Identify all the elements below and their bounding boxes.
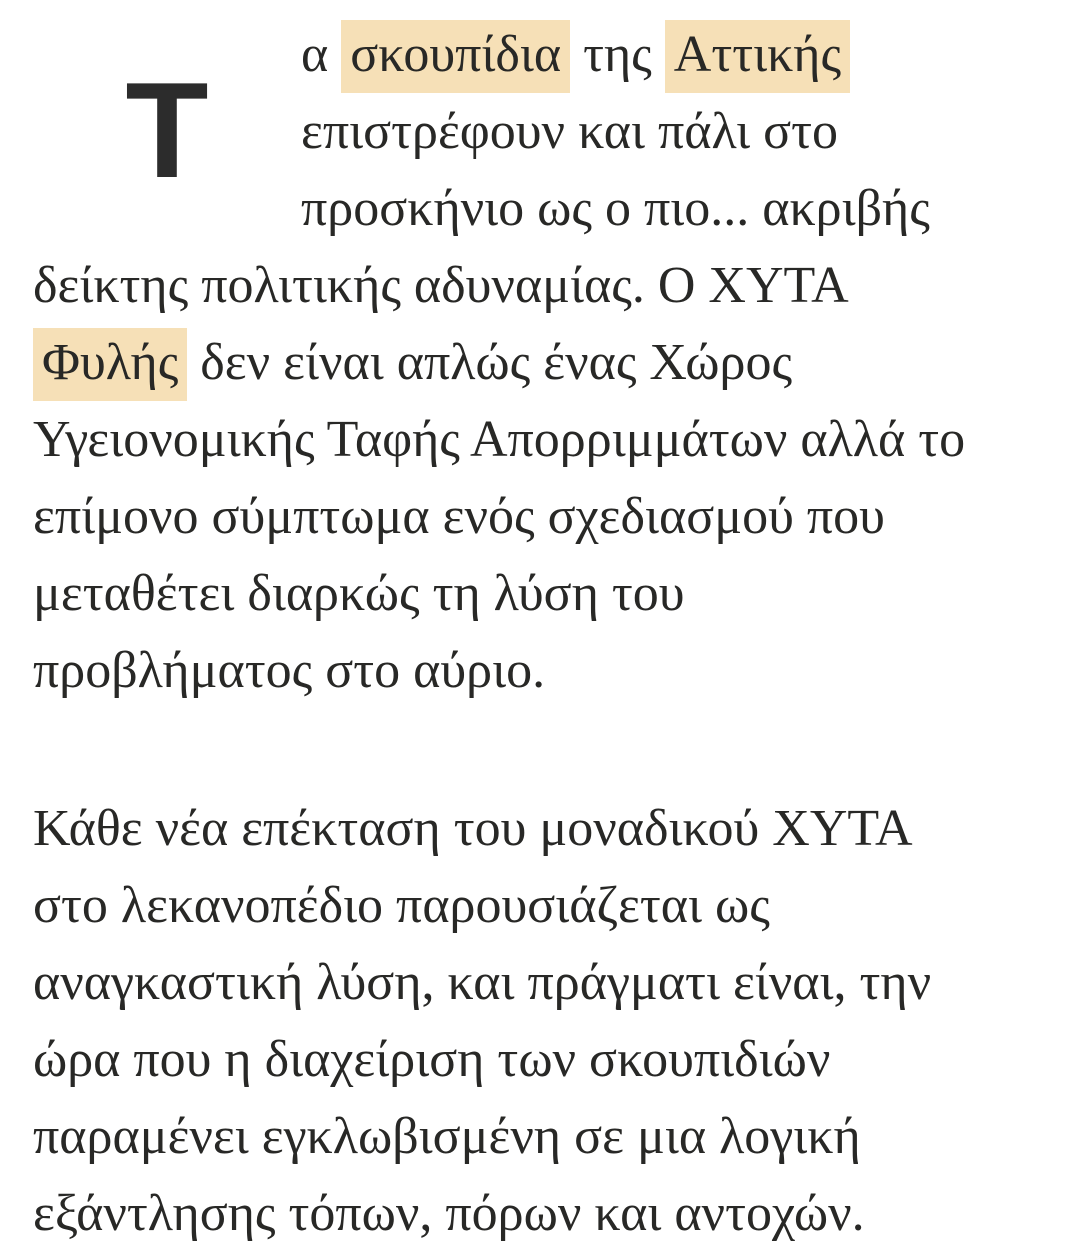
text-line	[33, 1021, 1056, 1098]
text-segment: Κάθε νέα επέκταση του μοναδικού ΧΥΤΑ	[33, 800, 913, 857]
text-segment: εξάντλησης τόπων, πόρων και αντοχών.	[33, 1185, 865, 1242]
text-line	[33, 790, 1056, 867]
text-segment: προβλήματος στο αύριο.	[33, 642, 546, 699]
text-line	[33, 1175, 1056, 1252]
text-segment: μεταθέτει διαρκώς τη λύση του	[33, 565, 685, 622]
article-paragraph	[33, 16, 1056, 709]
text-segment: Υγειονομικής Ταφής Απορριμμάτων αλλά το	[33, 411, 966, 468]
text-segment: επιστρέφουν και πάλι στο	[301, 103, 839, 160]
text-segment: προσκήνιο ως ο πιο... ακριβής	[301, 180, 930, 237]
text-line	[33, 478, 1056, 555]
text-segment: της	[570, 26, 665, 83]
text-segment: δείκτης πολιτικής αδυναμίας. Ο ΧΥΤΑ	[33, 257, 849, 314]
text-segment: α	[301, 26, 342, 83]
text-line	[33, 867, 1056, 944]
text-line	[33, 1098, 1056, 1175]
highlighted-term[interactable]: Αττικής	[665, 20, 850, 93]
drop-cap: Τ	[125, 54, 209, 206]
text-segment: δεν είναι απλώς ένας Χώρος	[187, 334, 793, 391]
highlighted-term[interactable]: σκουπίδια	[341, 20, 570, 93]
text-segment: στο λεκανοπέδιο παρουσιάζεται ως	[33, 877, 770, 934]
text-line	[33, 944, 1056, 1021]
text-line	[33, 401, 1056, 478]
text-line	[33, 632, 1056, 709]
text-line	[33, 324, 1056, 401]
text-segment: ώρα που η διαχείριση των σκουπιδιών	[33, 1031, 831, 1088]
article-paragraph	[33, 790, 1056, 1252]
text-segment: αναγκαστική λύση, και πράγματι είναι, την	[33, 954, 932, 1011]
text-line	[33, 247, 1056, 324]
text-segment: παραμένει εγκλωβισμένη σε μια λογική	[33, 1108, 861, 1165]
text-line	[33, 555, 1056, 632]
text-segment: επίμονο σύμπτωμα ενός σχεδιασμού που	[33, 488, 885, 545]
highlighted-term[interactable]: Φυλής	[33, 328, 187, 401]
paragraph-lines	[33, 790, 1056, 1252]
